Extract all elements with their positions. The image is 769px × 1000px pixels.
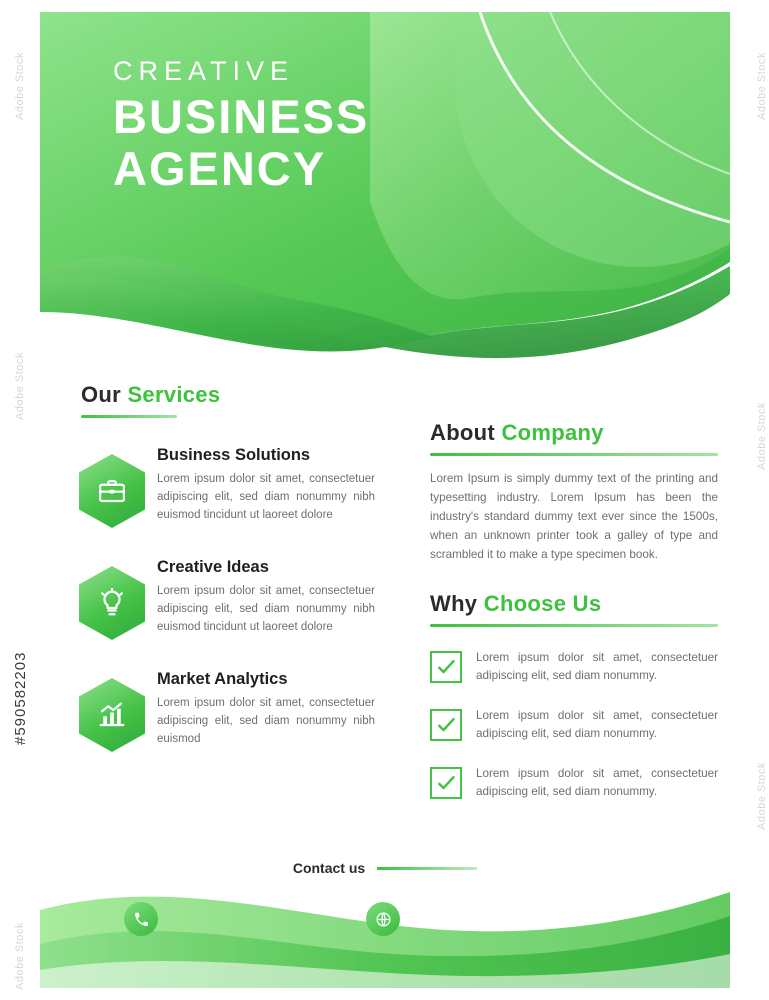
why-heading-rule [430,624,718,627]
service-body: Lorem ipsum dolor sit amet, consectetuer adipiscing elit, sed diam nonummy nibh euismod [157,697,375,745]
services-heading-part1: Our [81,382,128,407]
services-heading-rule [81,415,177,418]
title-line-3: AGENCY [113,142,327,196]
service-title: Market Analytics [157,670,288,688]
why-heading-part2: Choose Us [483,590,602,616]
watermark-text: Adobe Stock [756,762,768,830]
why-list-text: Lorem ipsum dolor sit amet, consectetuer adipiscing elit, sed diam nonummy. [476,650,718,682]
watermark-text: Adobe Stock [756,402,768,470]
phone-icon[interactable] [124,902,158,936]
service-body: Lorem ipsum dolor sit amet, consectetuer adipiscing elit, sed diam nonummy nibh euismod tincidunt ut laoreet dolore [157,473,375,521]
why-list-item [430,765,718,801]
header-title-block [113,57,369,196]
checkmark-icon [430,767,462,799]
why-list-text: Lorem ipsum dolor sit amet, consectetuer adipiscing elit, sed diam nonummy. [476,709,718,741]
services-section [61,382,411,754]
service-icon-wrap [79,678,145,752]
contact-icon-row [40,902,730,936]
service-item [61,446,411,530]
service-item [61,558,411,642]
service-title: Business Solutions [157,446,311,464]
checkmark-icon [430,709,462,741]
service-icon-wrap [79,566,145,640]
watermark-text: Adobe Stock [14,352,26,420]
globe-icon[interactable] [366,902,400,936]
about-heading-part1: About [430,420,502,445]
service-title: Creative Ideas [157,558,269,576]
about-heading-rule [430,453,718,456]
why-list-item [430,707,718,743]
why-heading [430,591,718,627]
service-icon-wrap [79,454,145,528]
title-line-2: BUSINESS [113,89,370,143]
why-heading-part1: Why [430,590,484,616]
about-heading [430,420,718,456]
why-list-item [430,649,718,685]
watermark-text: Adobe Stock [756,52,768,120]
watermark-id: #590582203 [12,651,29,745]
about-heading-part2: Company [501,420,604,445]
checkmark-icon [430,651,462,683]
contact-label: Contact us [292,860,366,876]
services-heading [81,382,411,418]
why-list-text: Lorem ipsum dolor sit amet, consectetuer adipiscing elit, sed diam nonummy. [476,767,718,799]
service-item [61,670,411,754]
lightbulb-icon [79,566,145,640]
chart-growth-icon [79,678,145,752]
right-column [430,420,718,802]
title-line-1: CREATIVE [113,56,295,86]
service-body: Lorem ipsum dolor sit amet, consectetuer adipiscing elit, sed diam nonummy nibh euismod tincidunt ut laoreet dolore [157,585,375,633]
services-heading-part2: Services [127,382,221,407]
watermark-text: Adobe Stock [14,52,26,120]
poster-page [40,12,730,988]
watermark-text: Adobe Stock [14,922,26,990]
about-body: Lorem Ipsum is simply dummy text of the printing and typesetting industry. Lorem Ipsum has been the industry's standard dummy text ever since the 1500s, when an unknown printer took a galley of type and scrambled it to make a type specimen book. [430,472,718,561]
briefcase-icon [79,454,145,528]
